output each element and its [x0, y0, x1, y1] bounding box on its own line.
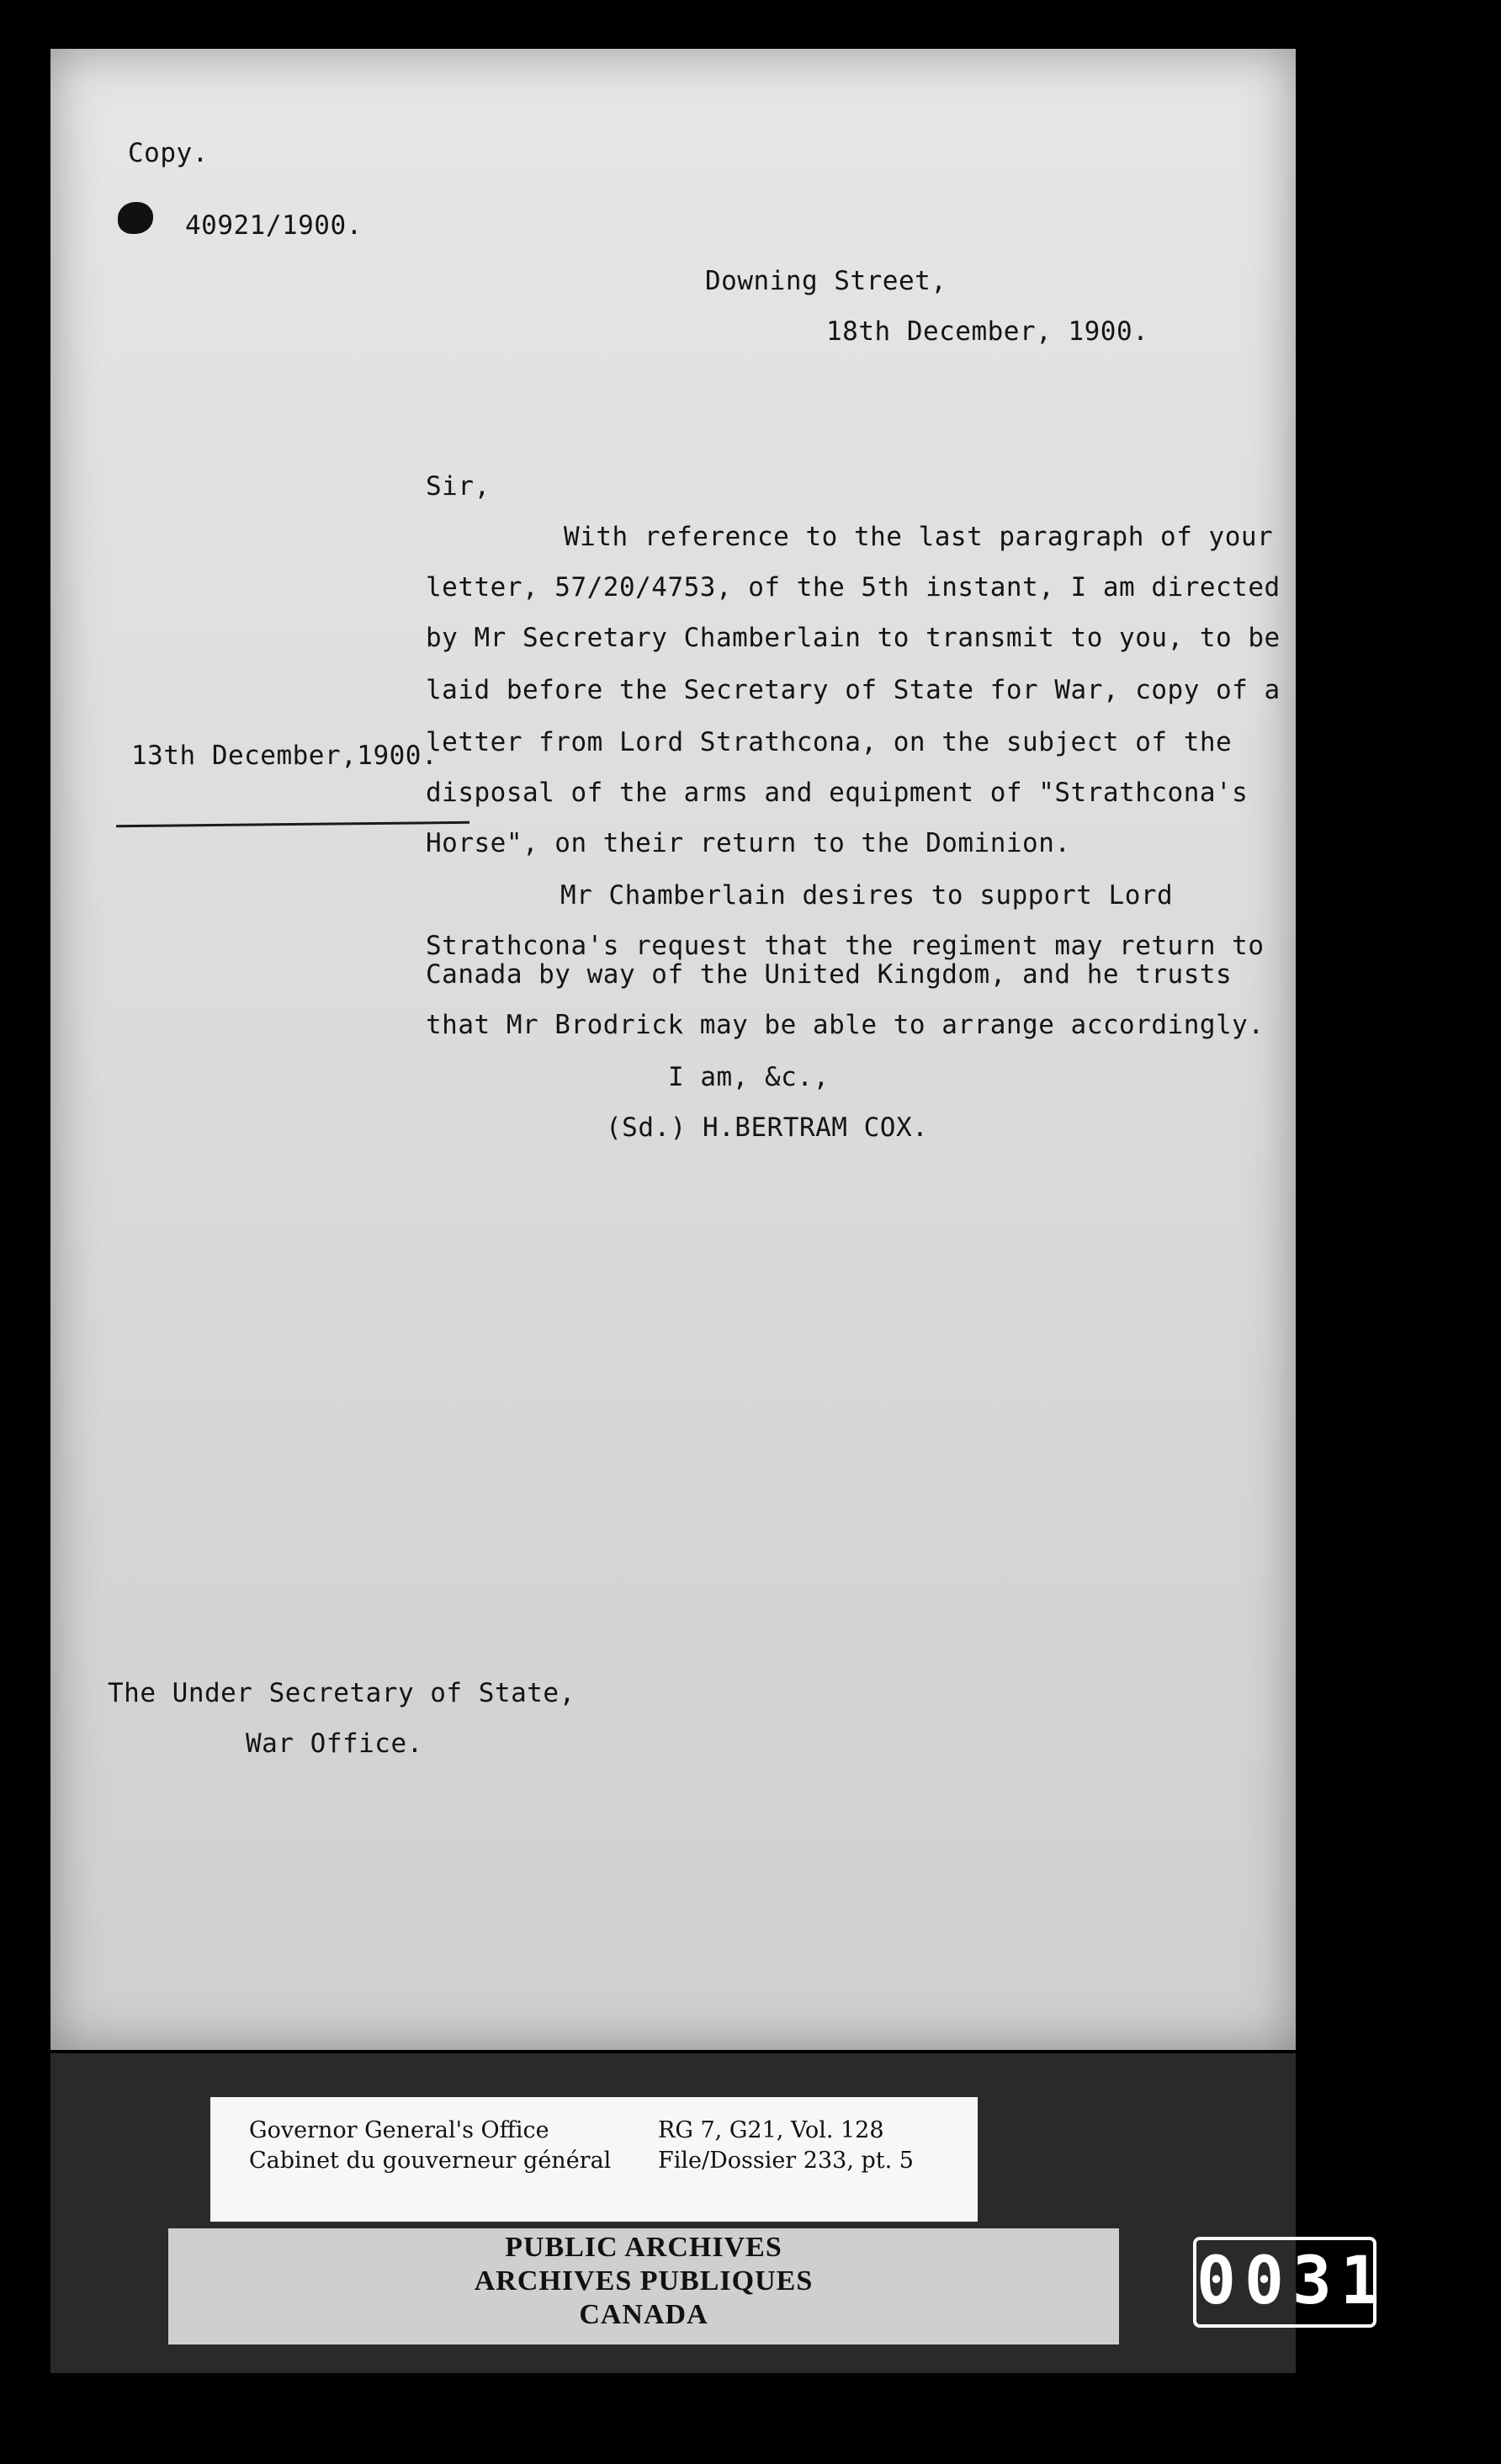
record-group: RG 7, G21, Vol. 128 — [658, 2117, 884, 2143]
recipient-office: War Office. — [246, 1729, 423, 1759]
body-line: that Mr Brodrick may be able to arrange accordingly. — [426, 1010, 1265, 1040]
body-line: Canada by way of the United Kingdom, and he trusts — [426, 959, 1233, 990]
closing: I am, &c., — [668, 1062, 830, 1092]
body-line: by Mr Secretary Chamberlain to transmit to you, to be — [426, 623, 1281, 653]
copy-label: Copy. — [128, 138, 209, 168]
letter-date: 18th December, 1900. — [826, 316, 1149, 347]
salutation: Sir, — [426, 471, 491, 502]
body-line: laid before the Secretary of State for War, copy of a — [426, 675, 1281, 705]
stamp-line: PUBLIC ARCHIVES — [505, 2232, 782, 2263]
office-english: Governor General's Office — [249, 2117, 549, 2143]
body-line: With reference to the last paragraph of your — [564, 522, 1274, 552]
body-line: Mr Chamberlain desires to support Lord — [560, 880, 1174, 911]
body-line: Strathcona's request that the regiment may return to — [426, 931, 1265, 961]
frame-number: 0031 — [1193, 2237, 1376, 2328]
letter-page — [50, 49, 1296, 2050]
recipient-title: The Under Secretary of State, — [108, 1678, 575, 1708]
stamp-line: ARCHIVES PUBLIQUES — [474, 2265, 814, 2297]
file-reference: 40921/1900. — [185, 210, 363, 241]
ink-blot — [118, 202, 153, 234]
body-line: Horse", on their return to the Dominion. — [426, 828, 1071, 858]
body-line: letter from Lord Strathcona, on the subject of the — [426, 727, 1233, 757]
signature: (Sd.) H.BERTRAM COX. — [606, 1113, 929, 1143]
public-archives-stamp — [168, 2228, 1119, 2345]
margin-underline — [116, 821, 469, 827]
body-line: disposal of the arms and equipment of "Strathcona's — [426, 778, 1249, 808]
sender-address: Downing Street, — [705, 266, 947, 296]
file-dossier: File/Dossier 233, pt. 5 — [658, 2148, 914, 2174]
archive-label — [210, 2097, 978, 2222]
stamp-line: CANADA — [579, 2299, 708, 2330]
body-line: letter, 57/20/4753, of the 5th instant, I am directed — [426, 572, 1281, 603]
margin-note: 13th December,1900. — [131, 741, 438, 771]
office-french: Cabinet du gouverneur général — [249, 2148, 612, 2174]
